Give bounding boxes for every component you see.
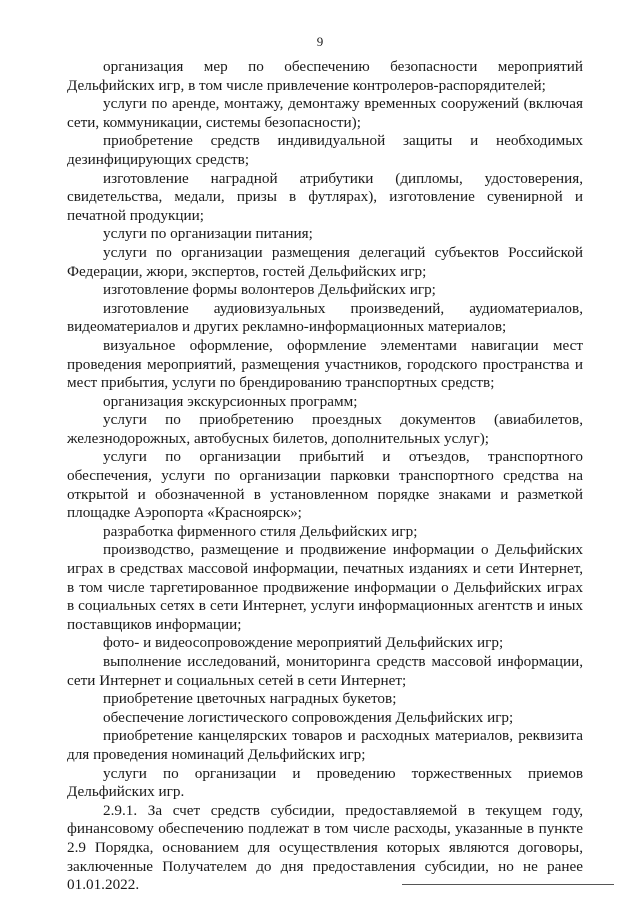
paragraph-transport: услуги по организации прибытий и отъездов, транспортного обеспечения, услуги по организации парковки транспортного средства на открытой и обозначенной в установленном порядке знаками и разметкой площадке Аэропорта «Красноярск»; [67,448,583,522]
paragraph-corporate-style: разработка фирменного стиля Дельфийских игр; [103,522,418,540]
paragraph-catering: услуги по организации питания; [103,225,313,243]
page-number: 9 [316,34,324,49]
paragraph-clause-2-9-1: 2.9.1. За счет средств субсидии, предоставляемой в текущем году, финансовому обеспечению подлежат в том числе расходы, указанные в пункте 2.9 Порядка, основанием для осуществления которых являются договоры, заключенные Получателем до дня предоставления субсидии, но не ранее 01.01.2022. [67,801,583,894]
paragraph-tickets: услуги по приобретению проездных документов (авиабилетов, железнодорожных, автобусных билетов, дополнительных услуг); [67,411,583,447]
document-body [67,58,583,895]
paragraph-temporary-structures: услуги по аренде, монтажу, демонтажу временных сооружений (включая сети, коммуникации, системы безопасности); [67,95,583,131]
paragraph-photo-video: фото- и видеосопровождение мероприятий Дельфийских игр; [103,634,504,652]
paragraph-audiovisual: изготовление аудиовизуальных произведений, аудиоматериалов, видеоматериалов и других рекламно-информационных материалов; [67,299,583,336]
footer-rule [402,884,614,885]
paragraph-research: выполнение исследований, мониторинга средств массовой информации, сети Интернет и социальных сетей в сети Интернет; [67,653,583,689]
paragraph-receptions: услуги по организации и проведению торжественных приемов Дельфийских игр. [67,764,583,801]
paragraph-volunteer-uniform: изготовление формы волонтеров Дельфийских игр; [103,281,436,299]
paragraph-accommodation: услуги по организации размещения делегаций субъектов Российской Федерации, жюри, экспертов, гостей Дельфийских игр; [67,243,583,280]
paragraph-stationery: приобретение канцелярских товаров и расходных материалов, реквизита для проведения номинаций Дельфийских игр; [67,727,583,763]
paragraph-excursions: организация экскурсионных программ; [103,392,358,410]
paragraph-award-attributes: изготовление наградной атрибутики (дипломы, удостоверения, свидетельства, медали, призы в футлярах), изготовление сувенирной и печатной продукции; [67,169,583,224]
paragraph-protective-equipment: приобретение средств индивидуальной защиты и необходимых дезинфицирующих средств; [67,132,583,168]
paragraph-logistics: обеспечение логистического сопровождения Дельфийских игр; [103,708,514,726]
paragraph-flowers: приобретение цветочных наградных букетов; [103,690,397,708]
paragraph-security-measures: организация мер по обеспечению безопасности мероприятий Дельфийских игр, в том числе привлечение контролеров-распорядителей; [67,58,583,94]
paragraph-media-promotion: производство, размещение и продвижение информации о Дельфийских играх в средствах массовой информации, печатных изданиях и сети Интернет, в том числе таргетированное продвижение информации о Дельфийских играх в социальных сетях в сети Интернет, услуги информационных агентств и иных поставщиков информации; [67,541,583,633]
paragraph-visual-design: визуальное оформление, оформление элементами навигации мест проведения мероприятий, размещения участников, городского пространства и мест прибытия, услуги по брендированию транспортных средств; [67,336,583,392]
